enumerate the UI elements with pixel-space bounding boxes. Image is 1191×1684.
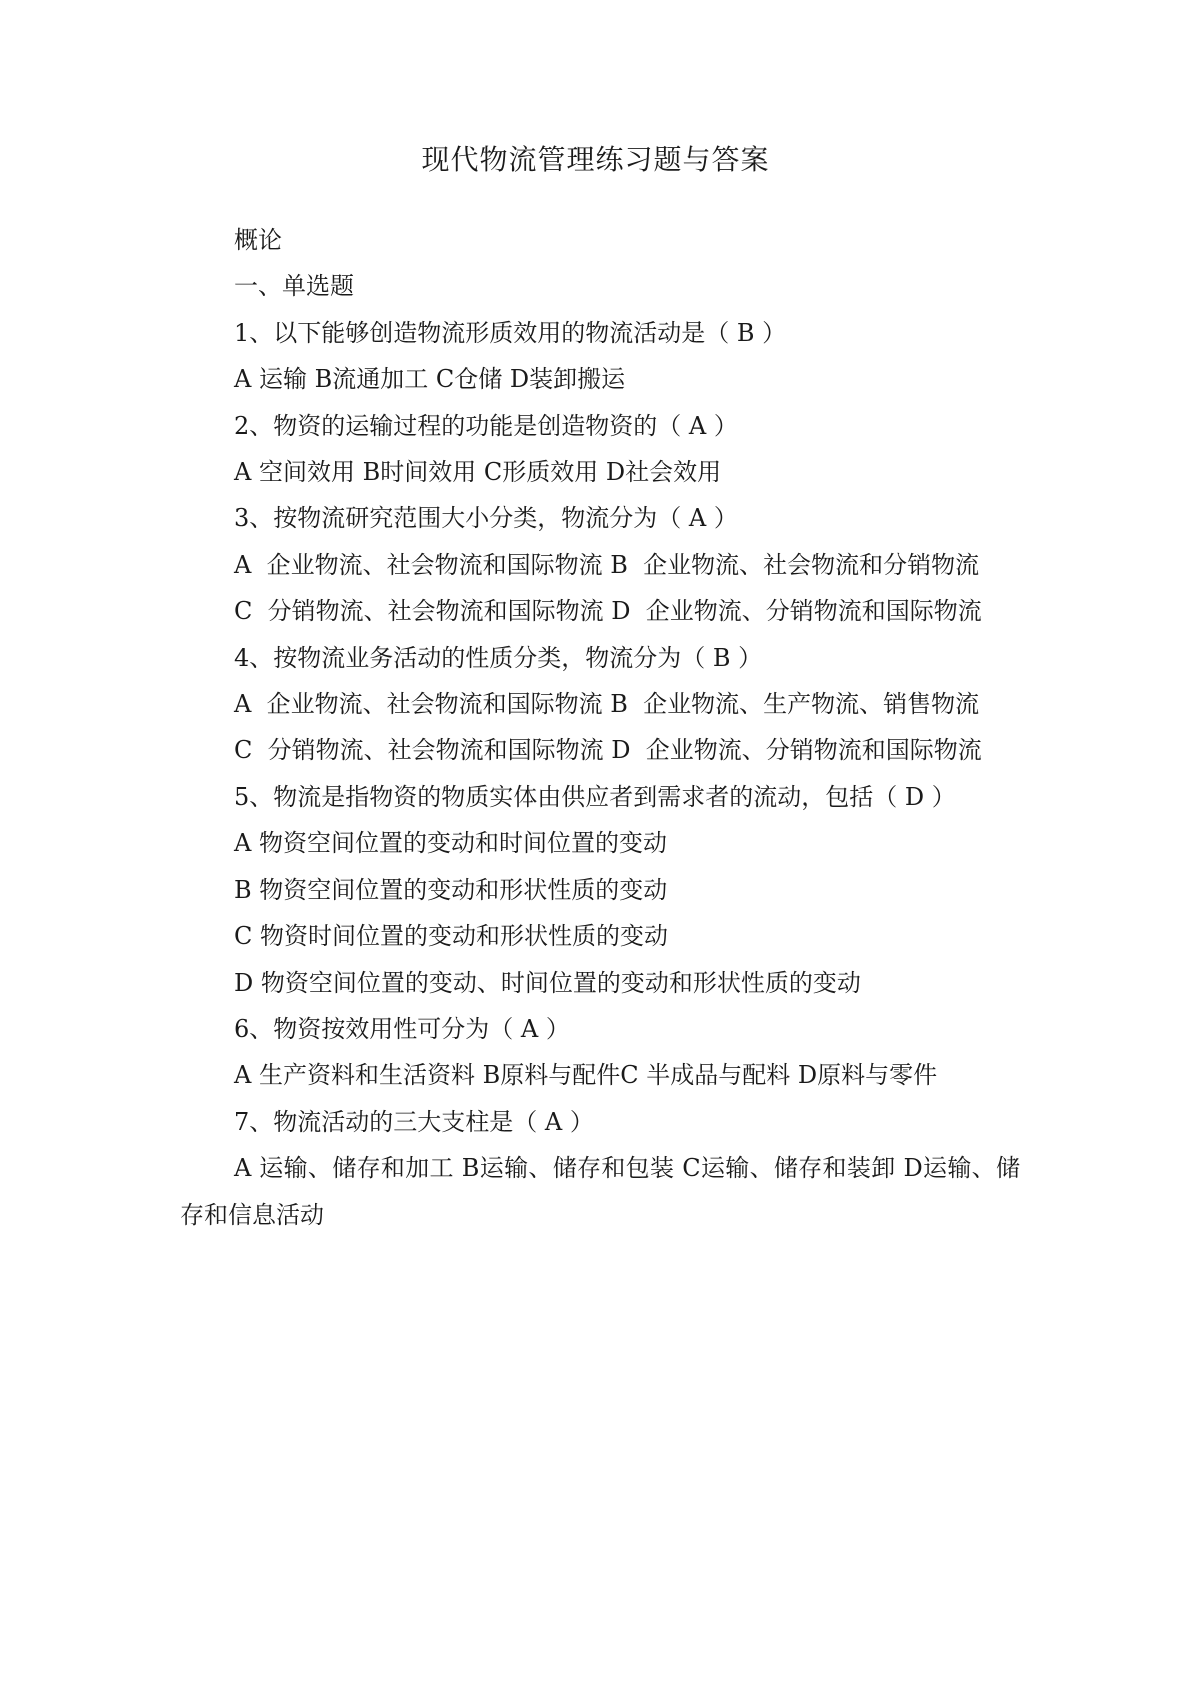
question-5-option-a: A 物资空间位置的变动和时间位置的变动 (234, 829, 667, 858)
question-6-options: A 生产资料和生活资料 B原料与配件C 半成品与配料 D原料与零件 (234, 1061, 938, 1090)
document-title: 现代物流管理练习题与答案 (421, 143, 770, 176)
question-3: 3、按物流研究范围大小分类，物流分为（ A ） (234, 504, 738, 533)
question-1: 1、以下能够创造物流形质效用的物流活动是（ B ） (234, 318, 787, 347)
question-2: 2、物资的运输过程的功能是创造物资的（ A ） (234, 411, 738, 440)
question-6: 6、物资按效用性可分为（ A ） (234, 1014, 570, 1043)
section-heading: 概论 (234, 226, 282, 254)
document-body (180, 217, 1020, 1238)
question-type-heading: 一、单选题 (234, 272, 354, 301)
question-4-options-cd: C 分销物流、社会物流和国际物流 D 企业物流、分销物流和国际物流 (234, 736, 982, 765)
question-3-options-ab: A 企业物流、社会物流和国际物流 B 企业物流、社会物流和分销物流 (234, 550, 980, 579)
question-5-option-c: C 物资时间位置的变动和形状性质的变动 (234, 922, 668, 951)
question-1-options: A 运输 B流通加工 C仓储 D装卸搬运 (234, 365, 626, 394)
question-2-options: A 空间效用 B时间效用 C形质效用 D社会效用 (234, 458, 722, 487)
question-4-options-ab: A 企业物流、社会物流和国际物流 B 企业物流、生产物流、销售物流 (234, 690, 980, 719)
question-5: 5、物流是指物资的物质实体由供应者到需求者的流动，包括（ D ） (234, 782, 956, 811)
question-4: 4、按物流业务活动的性质分类，物流分为（ B ） (234, 643, 763, 672)
question-7-options: A 运输、储存和加工 B运输、储存和包装 C运输、储存和装卸 D运输、储存和信息活动 (180, 1154, 1020, 1229)
question-7: 7、物流活动的三大支柱是（ A ） (234, 1107, 594, 1136)
question-3-options-cd: C 分销物流、社会物流和国际物流 D 企业物流、分销物流和国际物流 (234, 597, 982, 626)
question-5-option-d: D 物资空间位置的变动、时间位置的变动和形状性质的变动 (234, 968, 861, 997)
question-5-option-b: B 物资空间位置的变动和形状性质的变动 (234, 875, 668, 904)
